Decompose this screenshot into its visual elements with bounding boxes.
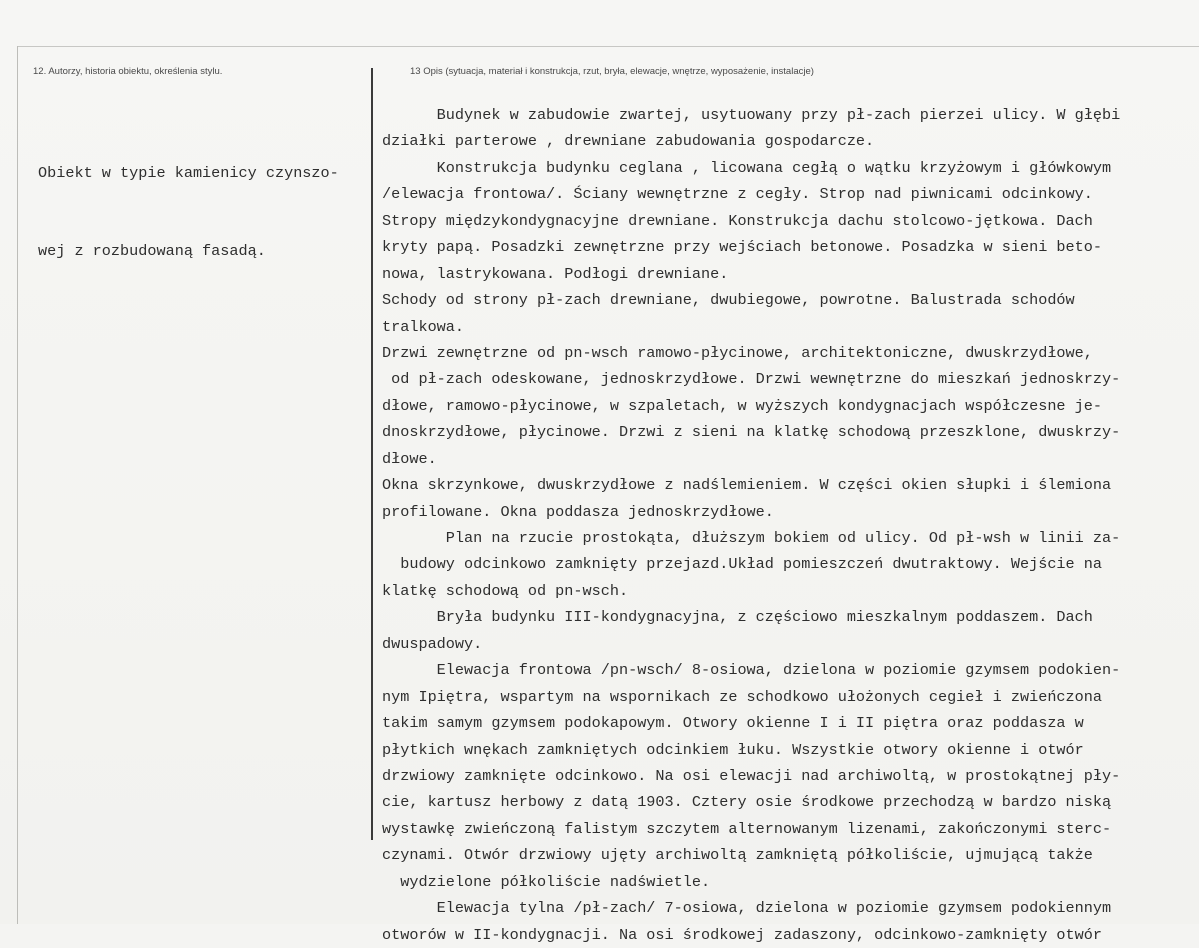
text-line: Okna skrzynkowe, dwuskrzydłowe z nadślemieniem. W części okien słupki i ślemiona [382, 476, 1112, 495]
top-rule [17, 46, 1199, 47]
text-line: od pł-zach odeskowane, jednoskrzydłowe. Drzwi wewnętrzne do mieszkań jednoskrzy- [382, 370, 1121, 389]
left-edge-rule [17, 46, 18, 924]
text-line: Obiekt w typie kamienicy czynszo- [38, 163, 339, 182]
text-line: cie, kartusz herbowy z datą 1903. Cztery osie środkowe przechodzą w bardzo niską [382, 793, 1112, 812]
text-line: Konstrukcja budynku ceglana , licowana cegłą o wątku krzyżowym i główkowym [382, 158, 1112, 177]
text-line: takim samym gzymsem podokapowym. Otwory okienne I i II piętra oraz poddasza w [382, 714, 1084, 733]
right-column-text [382, 102, 1199, 948]
text-line: wystawkę zwieńczoną falistym szczytem alternowanym lizenami, zakończonymi sterc- [382, 819, 1112, 838]
text-line: nowa, lastrykowana. Podłogi drewniane. [382, 264, 729, 283]
text-line: drzwiowy zamknięte odcinkowo. Na osi elewacji nad archiwoltą, w prostokątnej pły- [382, 766, 1121, 785]
left-column-text [38, 107, 373, 317]
text-line: dłowe. [382, 449, 437, 468]
text-line: dłowe, ramowo-płycinowe, w szpaletach, w wyższych kondygnacjach współczesne je- [382, 396, 1103, 415]
text-line: płytkich wnękach zamkniętych odcinkiem łuku. Wszystkie otwory okienne i otwór [382, 740, 1084, 759]
text-line: Elewacja frontowa /pn-wsch/ 8-osiowa, dzielona w poziomie gzymsem podokien- [382, 661, 1121, 680]
text-line: dnoskrzydłowe, płycinowe. Drzwi z sieni na klatkę schodową przeszklone, dwuskrzy- [382, 423, 1121, 442]
text-line: działki parterowe , drewniane zabudowania gospodarcze. [382, 132, 875, 151]
text-line: klatkę schodową od pn-wsch. [382, 581, 629, 600]
text-line: /elewacja frontowa/. Ściany wewnętrzne z cegły. Strop nad piwnicami odcinkowy. [382, 185, 1093, 204]
section-13-header: 13 Opis (sytuacja, materiał i konstrukcja, rzut, bryła, elewacje, wnętrze, wyposażenie, instalacje) [410, 66, 814, 77]
text-line: Bryła budynku III-kondygnacyjna, z częściowo mieszkalnym poddaszem. Dach [382, 608, 1093, 627]
text-line: dwuspadowy. [382, 634, 483, 653]
text-line: budowy odcinkowo zamknięty przejazd.Układ pomieszczeń dwutraktowy. Wejście na [382, 555, 1103, 574]
section-12-header: 12. Autorzy, historia obiektu, określenia stylu. [33, 66, 223, 77]
text-line: Stropy międzykondygnacyjne drewniane. Konstrukcja dachu stolcowo-jętkowa. Dach [382, 211, 1093, 230]
text-line: Budynek w zabudowie zwartej, usytuowany przy pł-zach pierzei ulicy. W głębi [382, 106, 1121, 124]
text-line: Schody od strony pł-zach drewniane, dwubiegowe, powrotne. Balustrada schodów [382, 291, 1075, 310]
text-line: Elewacja tylna /pł-zach/ 7-osiowa, dzielona w poziomie gzymsem podokiennym [382, 899, 1112, 918]
text-line: tralkowa. [382, 317, 465, 336]
text-line: wej z rozbudowaną fasadą. [38, 242, 266, 261]
text-line: czynami. Otwór drzwiowy ujęty archiwoltą zamkniętą półkoliście, ujmującą także [382, 846, 1093, 865]
text-line: profilowane. Okna poddasza jednoskrzydłowe. [382, 502, 774, 521]
text-line: nym Ipiętra, wspartym na wspornikach ze schodkowo ułożonych cegieł i zwieńczona [382, 687, 1103, 706]
text-line: Plan na rzucie prostokąta, dłuższym bokiem od ulicy. Od pł-wsh w linii za- [382, 529, 1121, 547]
text-line: kryty papą. Posadzki zewnętrzne przy wejściach betonowe. Posadzka w sieni beto- [382, 238, 1103, 257]
text-line: Drzwi zewnętrzne od pn-wsch ramowo-płycinowe, architektoniczne, dwuskrzydłowe, [382, 343, 1093, 362]
text-line: wydzielone półkoliście nadświetle. [382, 872, 711, 891]
text-line: otworów w II-kondygnacji. Na osi środkowej zadaszony, odcinkowo-zamknięty otwór [382, 925, 1103, 944]
